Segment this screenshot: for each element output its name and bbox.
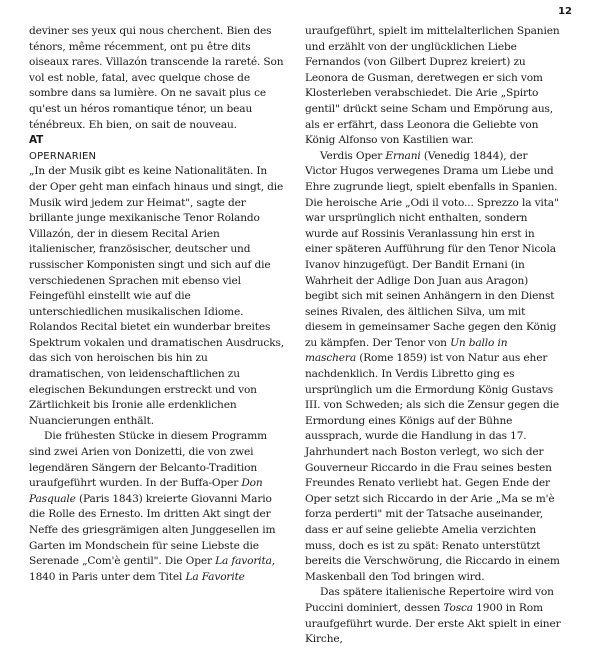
opera-title: Don Pasquale: [29, 477, 263, 505]
text-run: , 1840 in Paris unter dem Titel: [29, 555, 276, 583]
section-heading: OPERNARIEN: [29, 150, 97, 162]
body-paragraph: uraufgeführt, spielt im mittelalterlichen Spanien und erzählt von der unglücklichen Liebe Fernandos (von Gilbert Duprez kreiert) zu Leonora de Gusman, deretwegen er sich vom Klosterleben verabschiedet. Die Arie „Spirto gentil" drückt seine Scham und Empörung aus, als er erfährt, dass Leonora die Geliebte von König Alfonso von Kastilien war.: [305, 25, 560, 147]
body-paragraph: „In der Musik gibt es keine Nationalitäten. In der Oper geht man einfach hinaus und singt, die Musik wird jedem zur Heimat", sagte der brillante junge mexikanische Tenor Rolando Villazón, der in diesem Recital Arien italienischer, französischer, deutscher und russischer Komponisten singt und sich auf die verschiedenen Sprachen mit ebenso viel Feingefühl einstellt wie auf die unterschiedlichen musikalischen Idiome. Rolandos Recital bietet ein wunderbar breites Spektrum vokalen und dramatischen Ausdrucks, das sich von heroischen bis hin zu dramatischen, von leidenschaftlichen zu elegischen Bekundungen erstreckt und von Zärtlichkeit bis Ironie alle erdenklichen Nuancierungen enthält.: [29, 165, 284, 427]
section-label: AT: [29, 134, 44, 147]
text-run: Das spätere italienische Repertoire wird von Puccini dominiert, dessen: [305, 586, 554, 614]
opera-title: Ernani: [385, 149, 421, 162]
text-run: Die frühesten Stücke in diesem Programm sind zwei Arien von Donizetti, die von zwei legendären Sängern der Belcanto-Tradition uraufgeführt wurden. In der Buffa-Oper: [29, 430, 268, 490]
left-column: [29, 24, 285, 585]
opera-title: Tosca: [443, 601, 473, 614]
body-paragraph: [29, 429, 285, 585]
body-paragraph: [305, 585, 561, 647]
opera-title: La favorita: [215, 555, 272, 568]
text-run: Verdis Oper: [320, 149, 386, 162]
opera-title: Un ballo in maschera: [305, 336, 508, 365]
right-column: [305, 24, 561, 648]
text-run: 1900 in Rom uraufgeführt wurde. Der erste Akt spielt in einer Kirche,: [305, 601, 561, 646]
text-run: (Venedig 1844), der Victor Hugos verwegenes Drama um Liebe und Ehre zugrunde liegt, spielt ebenfalls in Spanien. Die heroische Arie „Odi il voto... Sprezzo la vita" war ursprünglich nicht enthalten, sondern wurde auf Rossinis Veranlassung hin erst in einer späteren Aufführung für den Tenor Nicola Ivanov hinzugefügt. Der Bandit Ernani (in Wahrheit der Adlige Don Juan aus Aragon) begibt sich mit seinen Anhängern in den Dienst seines Rivalen, des ältlichen Silva, um mit diesem in gemeinsamer Sache gegen den König zu kämpfen. Der Tenor von: [305, 149, 559, 349]
text-run: (Rome 1859) ist von Natur aus eher nachdenklich. In Verdis Libretto ging es ursprünglich um die Ermordung König Gustavs III. von Schweden; als sich die Zensur gegen die Ermordung eines Königs auf der Bühne aussprach, wurde die Handlung in das 17. Jahrhundert nach Boston verlegt, wo sich der Gouverneur Riccardo in die Frau seines besten Freundes Renato verliebt hat. Gegen Ende der Oper setzt sich Riccardo in der Arie „Ma se m'è forza perderti" mit der Tatsache auseinander, dass er auf seine geliebte Amelia verzichten muss, doch es ist zu spät: Renato unterstützt bereits die Verschwörung, die Riccardo in einem Maskenball den Tod bringen wird.: [305, 352, 560, 583]
body-paragraph: [305, 149, 561, 586]
text-run: (Paris 1843) kreierte Giovanni Mario die Rolle des Ernesto. Im dritten Akt singt der Neffe des griesgrämigen alten Junggesellen im Garten im Mondschein für seine Liebste die Serenade „Com'è gentil". Die Oper: [29, 492, 276, 568]
page-number: 12: [558, 6, 572, 17]
intro-paragraph: deviner ses yeux qui nous cherchent. Bien des ténors, même récemment, ont pu être dits oiseaux rares. Villazón transcende la rareté. Son vol est noble, fatal, avec quelque chose de sombre dans sa lumière. On ne savait plus ce qu'est un héros romantique ténor, un beau ténébreux. Eh bien, on sait de nouveau.: [29, 25, 284, 131]
opera-title: La Favorite: [185, 570, 245, 583]
